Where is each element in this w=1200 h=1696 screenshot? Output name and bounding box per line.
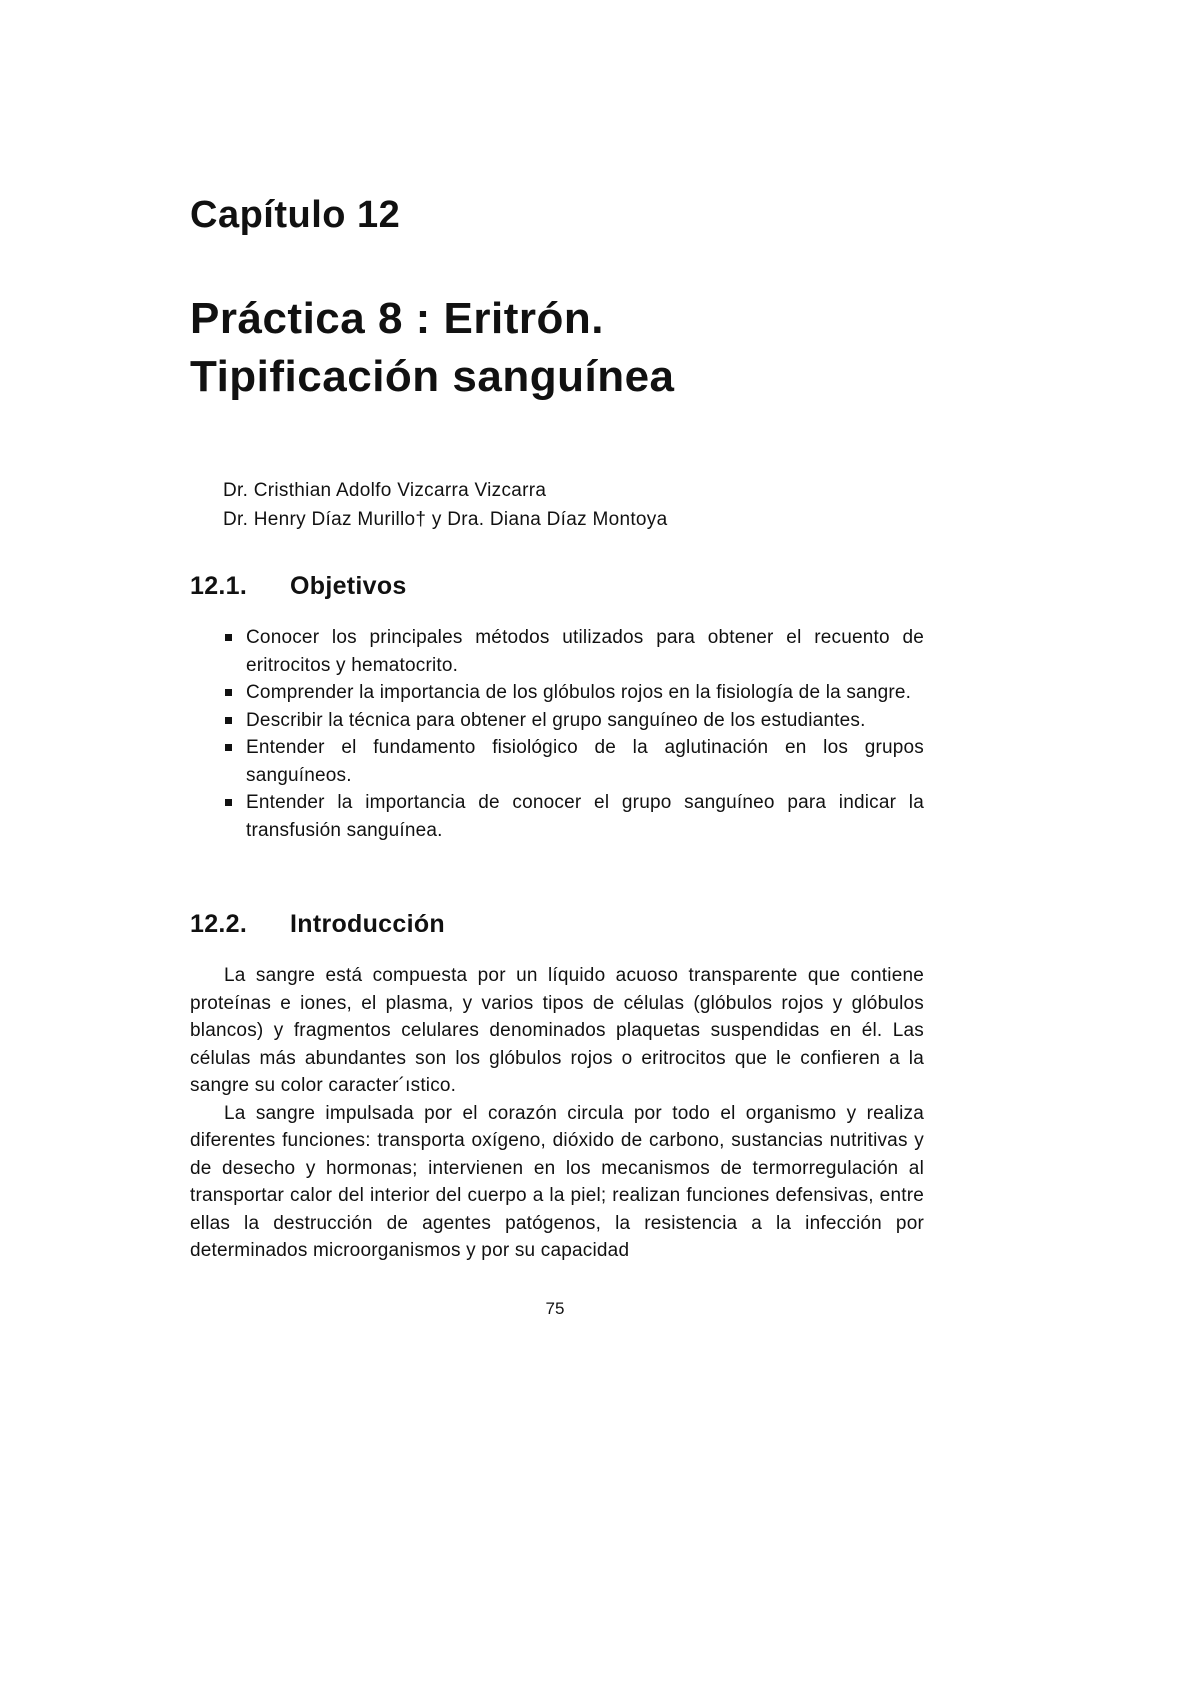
- section-heading-introduccion: [190, 908, 445, 940]
- authors-block: [223, 476, 667, 534]
- list-item-text: Comprender la importancia de los glóbulos rojos en la fisiología de la sangre.: [246, 682, 912, 703]
- section-heading-objetivos: [190, 570, 407, 602]
- list-item: [224, 624, 924, 679]
- author-line-2: Dr. Henry Díaz Murillo† y Dra. Diana Díaz Montoya: [223, 509, 668, 530]
- list-item: [224, 734, 924, 789]
- chapter-title-line-1: Práctica 8 : Eritrón.: [190, 294, 604, 343]
- chapter-label: Capítulo 12: [190, 194, 401, 236]
- list-item-text: Entender el fundamento fisiológico de la aglutinación en los grupos sanguíneos.: [246, 737, 924, 786]
- list-item: [224, 679, 924, 707]
- author-line-1: Dr. Cristhian Adolfo Vizcarra Vizcarra: [223, 480, 547, 501]
- square-bullet-icon: [225, 744, 232, 751]
- list-item-text: Conocer los principales métodos utilizados para obtener el recuento de eritrocitos y hematocrito.: [246, 627, 924, 676]
- section-number: 12.2.: [190, 910, 248, 938]
- objectives-list: [224, 624, 924, 844]
- chapter-title: [190, 290, 675, 406]
- list-item: [224, 789, 924, 844]
- page-number: 75: [545, 1299, 565, 1318]
- paragraph: La sangre impulsada por el corazón circula por todo el organismo y realiza diferentes funciones: transporta oxígeno, dióxido de carbono, sustancias nutritivas y de desecho y hormonas; intervienen en los mecanismos de termorregulación al transportar calor del interior del cuerpo a la piel; realizan funciones defensivas, entre ellas la destrucción de agentes patógenos, la resistencia a la infección por determinados microorganismos y por su capacidad: [190, 1102, 924, 1261]
- list-item: [224, 707, 924, 735]
- square-bullet-icon: [225, 634, 232, 641]
- section-number: 12.1.: [190, 572, 248, 600]
- square-bullet-icon: [225, 717, 232, 724]
- list-item-text: Entender la importancia de conocer el grupo sanguíneo para indicar la transfusión sanguínea.: [246, 792, 924, 841]
- section-title: Introducción: [290, 910, 445, 938]
- chapter-title-line-2: Tipificación sanguínea: [190, 352, 675, 401]
- introduction-body: [190, 962, 924, 1265]
- paragraph: La sangre está compuesta por un líquido acuoso transparente que contiene proteínas e iones, el plasma, y varios tipos de células (glóbulos rojos y glóbulos blancos) y fragmentos celulares denominados plaquetas suspendidas en él. Las células más abundantes son los glóbulos rojos o eritrocitos que le confieren a la sangre su color caracter´ıstico.: [190, 965, 924, 1096]
- square-bullet-icon: [225, 799, 232, 806]
- section-title: Objetivos: [290, 572, 407, 600]
- list-item-text: Describir la técnica para obtener el grupo sanguíneo de los estudiantes.: [246, 709, 866, 731]
- square-bullet-icon: [225, 689, 232, 696]
